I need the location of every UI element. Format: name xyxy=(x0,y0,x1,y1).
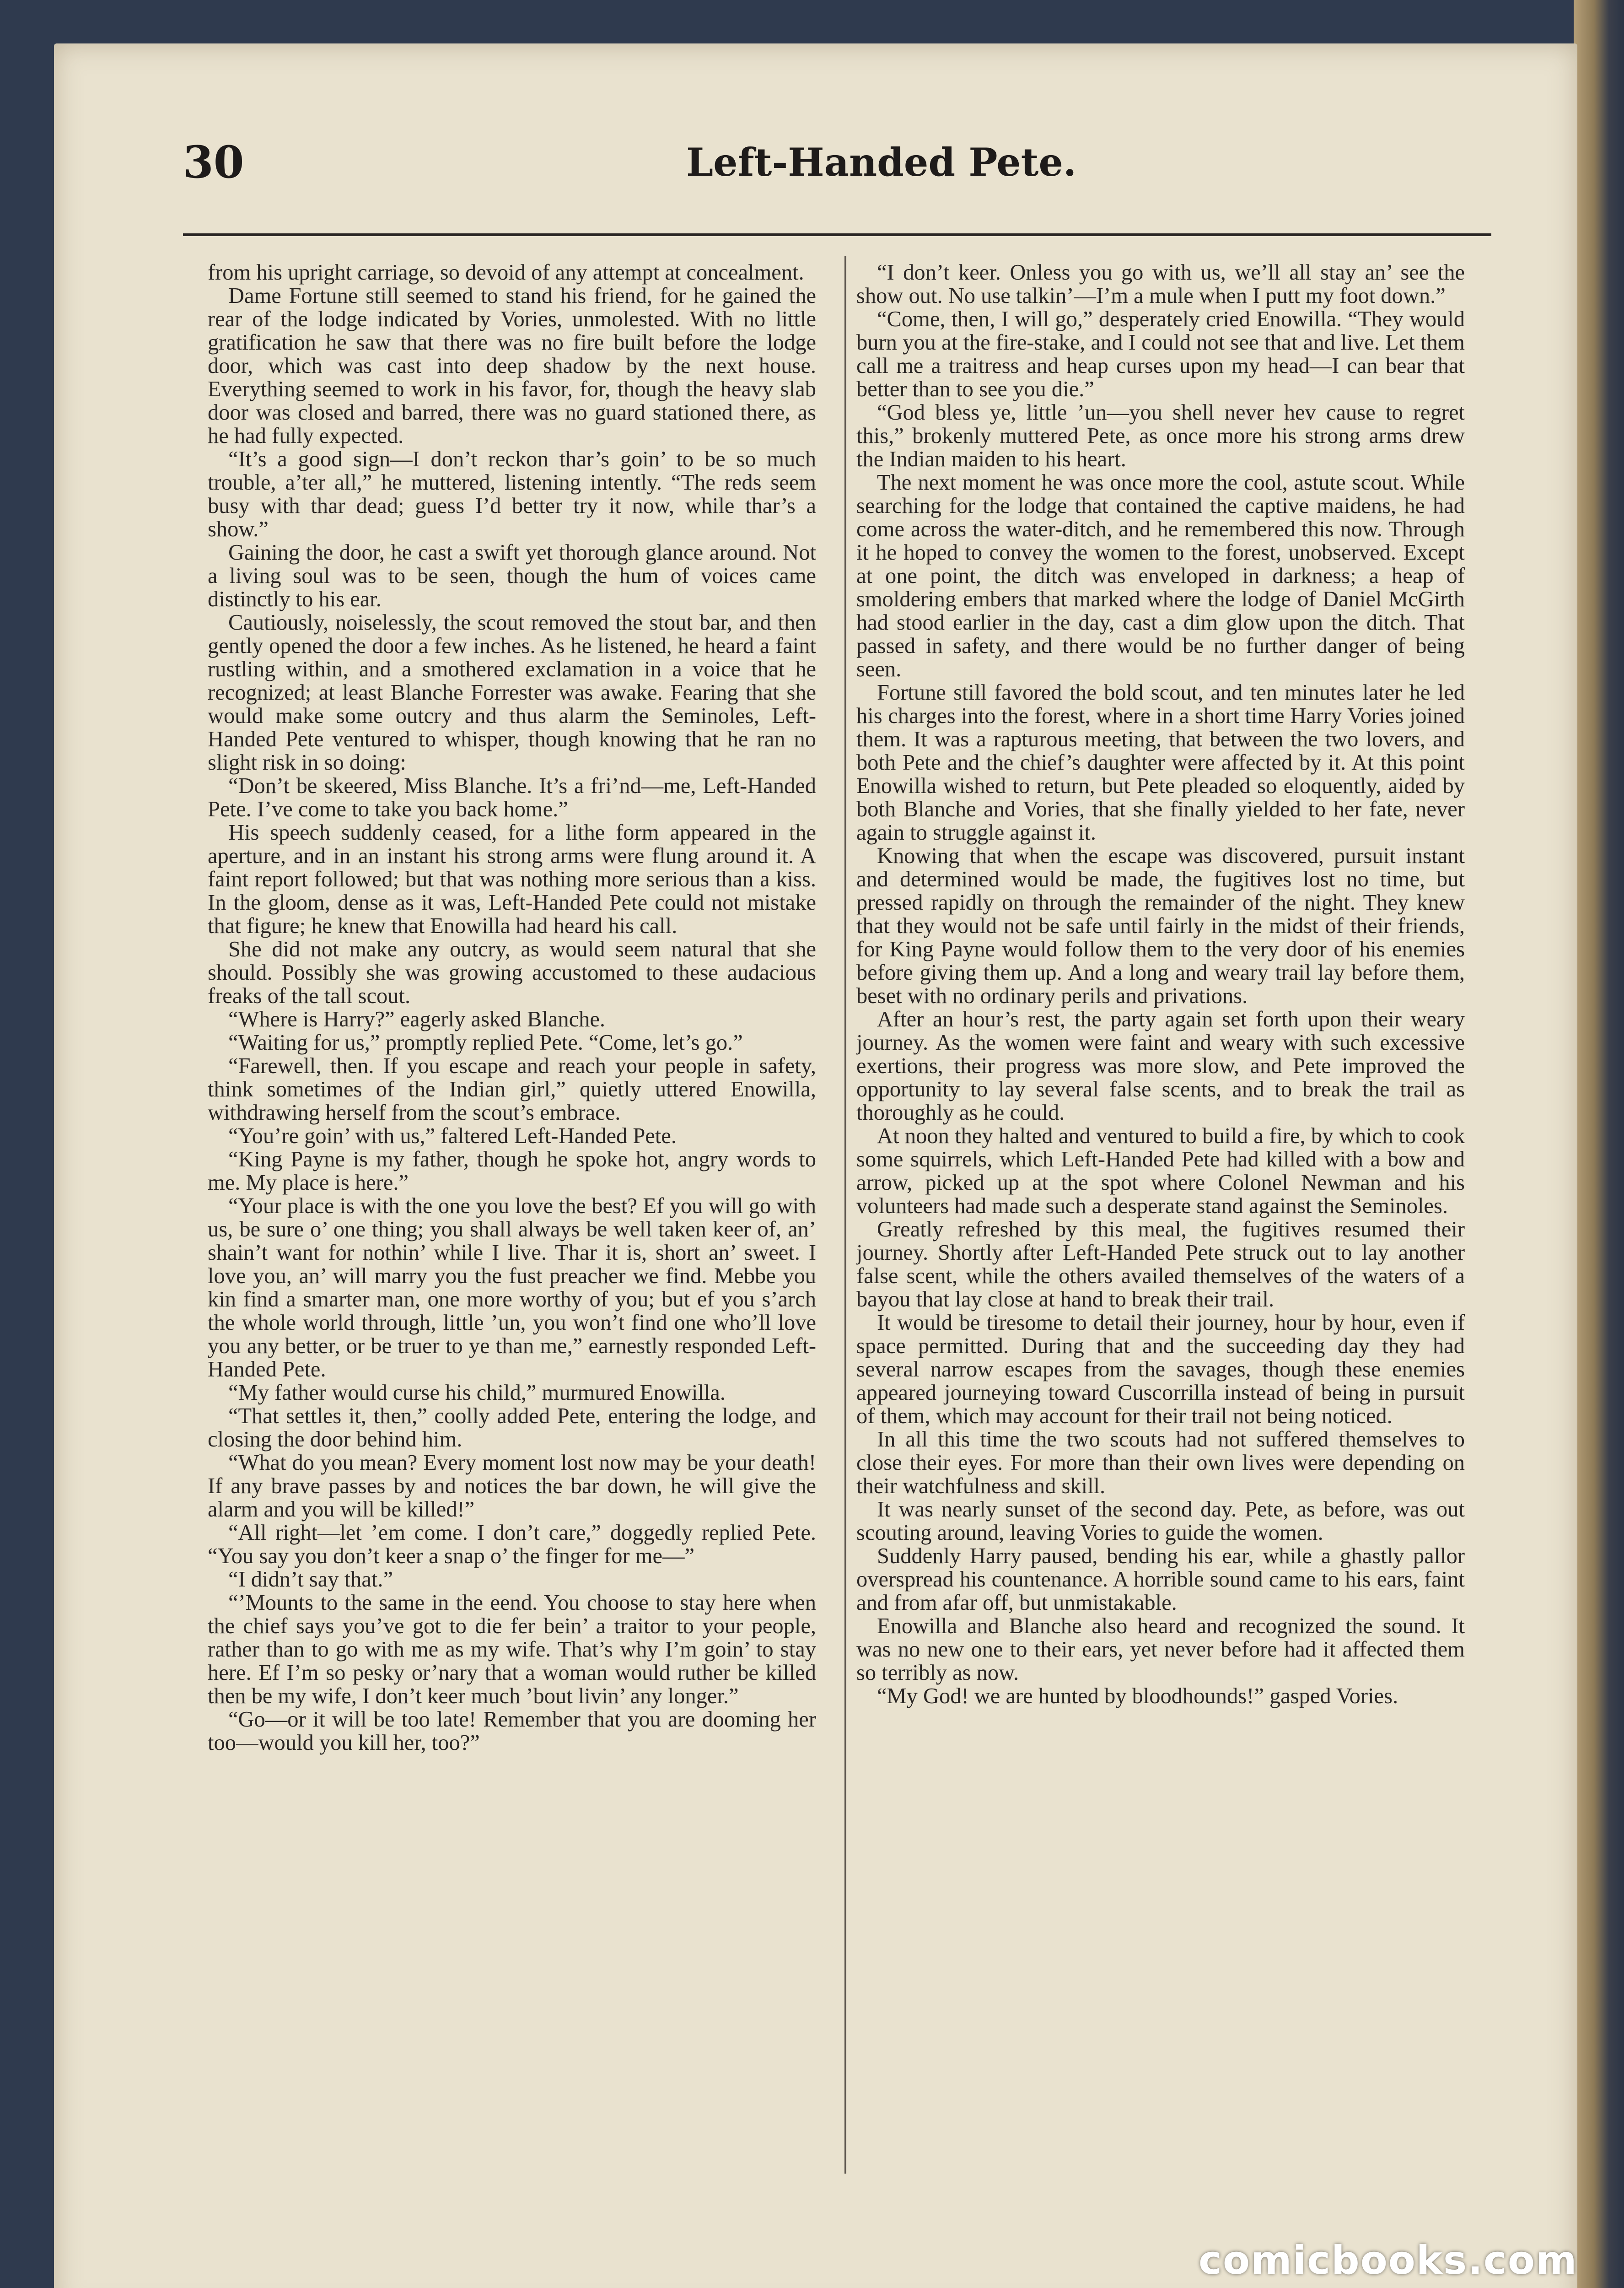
paragraph: “All right—let ’em come. I don’t care,” doggedly replied Pete. “You say you don’t keer a snap o’ the finger for me—” xyxy=(208,1521,816,1568)
paragraph: “It’s a good sign—I don’t reckon thar’s goin’ to be so much trouble, a’ter all,” he muttered, listening intently. “The reds seem busy with thar dead; guess I’d better try it now, while thar’s a show.” xyxy=(208,447,816,541)
paragraph: “Come, then, I will go,” desperately cried Enowilla. “They would burn you at the fire-stake, and I could not see that and live. Let them call me a traitress and heap curses upon my head—I can bear that better than to see you die.” xyxy=(856,307,1465,401)
paragraph: “My father would curse his child,” murmured Enowilla. xyxy=(228,1381,726,1405)
column-divider xyxy=(844,256,846,2174)
paragraph: Gaining the door, he cast a swift yet thorough glance around. Not a living soul was to be seen, though the hum of voices came distinctly to his ear. xyxy=(208,540,816,611)
paragraph: “’Mounts to the same in the eend. You choose to stay here when the chief says you’ve got to die fer bein’ a traitor to your people, rather than to go with me as my wife. That’s why I’m goin’ to stay here. Ef I’m so pesky or’nary that a woman would ruther be killed then be my wife, I don’t keer much ’bout livin’ any longer.” xyxy=(208,1591,816,1708)
paragraph: At noon they halted and ventured to build a fire, by which to cook some squirrels, which Left-Handed Pete had killed with a bow and arrow, picked up at the spot where Colonel Newman and his volunteers had made such a desperate stand against the Seminoles. xyxy=(856,1124,1465,1218)
paragraph: “King Payne is my father, though he spoke hot, angry words to me. My place is here.” xyxy=(208,1147,816,1195)
paragraph: “I didn’t say that.” xyxy=(228,1567,393,1592)
paragraph: “Waiting for us,” promptly replied Pete. “Come, let’s go.” xyxy=(228,1031,743,1055)
paragraph: “That settles it, then,” coolly added Pete, entering the lodge, and closing the door behind him. xyxy=(208,1404,816,1452)
paragraph: from his upright carriage, so devoid of any attempt at concealment. xyxy=(208,261,804,285)
right-column xyxy=(856,261,1465,2164)
paragraph: “Farewell, then. If you escape and reach your people in safety, think sometimes of the Indian girl,” quietly uttered Enowilla, withdrawing herself from the scout’s embrace. xyxy=(208,1054,816,1125)
paragraph: His speech suddenly ceased, for a lithe form appeared in the aperture, and in an instant his strong arms were flung around it. A faint report followed; but that was nothing more serious than a kiss. In the gloom, dense as it was, Left-Handed Pete could not mistake that figure; he knew that Enowilla had heard his call. xyxy=(208,820,816,938)
paragraph: Suddenly Harry paused, bending his ear, while a ghastly pallor overspread his countenance. A horrible sound came to his ears, faint and from afar off, but unmistakable. xyxy=(856,1544,1465,1615)
paragraph: Cautiously, noiselessly, the scout removed the stout bar, and then gently opened the door a few inches. As he listened, he heard a faint rustling within, and a smothered exclamation in a voice that he recognized; at least Blanche Forrester was awake. Fearing that she would make some outcry and thus alarm the Seminoles, Left-Handed Pete ventured to whisper, though knowing that he ran no slight risk in so doing: xyxy=(208,610,816,775)
paragraph: “Go—or it will be too late! Remember that you are dooming her too—would you kill her, too?” xyxy=(208,1707,816,1755)
paragraph: “Don’t be skeered, Miss Blanche. It’s a fri’nd—me, Left-Handed Pete. I’ve come to take you back home.” xyxy=(208,774,816,821)
paragraph: “Where is Harry?” eagerly asked Blanche. xyxy=(228,1007,606,1031)
page-header xyxy=(183,128,1491,236)
paragraph: Knowing that when the escape was discovered, pursuit instant and determined would be made, the fugitives lost no time, but pressed rapidly on through the remainder of the night. They knew that they would not be safe until fairly in the midst of their friends, for King Payne would follow them to the very door of his enemies before giving them up. And a long and weary trail lay before them, beset with no ordinary perils and privations. xyxy=(856,844,1465,1008)
paragraph: Greatly refreshed by this meal, the fugitives resumed their journey. Shortly after Left-Handed Pete struck out to lay another false scent, while the others availed themselves of the waters of a bayou that lay close at hand to break their trail. xyxy=(856,1217,1465,1311)
paragraph: The next moment he was once more the cool, astute scout. While searching for the lodge that contained the captive maidens, he had come across the water-ditch, and he remembered this now. Through it he hoped to convey the women to the forest, unobserved. Except at one point, the ditch was enveloped in darkness; a heap of smoldering embers that marked where the lodge of Daniel McGirth had stood earlier in the day, cast a dim glow upon the ditch. That passed in safety, and there would be no further danger of being seen. xyxy=(856,470,1465,681)
paragraph: It would be tiresome to detail their journey, hour by hour, even if space permitted. During that and the succeeding day they had several narrow escapes from the savages, though these enemies appeared journeying toward Cuscorrilla instead of being in pursuit of them, which may account for their trail not being noticed. xyxy=(856,1311,1465,1428)
paragraph: After an hour’s rest, the party again set forth upon their weary journey. As the women were faint and weary with such excessive exertions, their progress was more slow, and Pete improved the opportunity to lay several false scents, and to break the trail as thoroughly as he could. xyxy=(856,1007,1465,1125)
running-title: Left-Handed Pete. xyxy=(686,140,1077,185)
paragraph: “Your place is with the one you love the best? Ef you will go with us, be sure o’ one thing; you shall always be well taken keer of, an’ shain’t want for nothin’ while I live. Thar it is, short an’ sweet. I love you, an’ will marry you the fust preacher we find. Mebbe you kin find a smarter man, one more worthy of you; but ef you s’arch the whole world through, little ’un, you won’t find one who’ll love you any better, or be truer to ye than me,” earnestly responded Left-Handed Pete. xyxy=(208,1194,816,1381)
paragraph: In all this time the two scouts had not suffered themselves to close their eyes. For more than their own lives were depending on their watchfulness and skill. xyxy=(856,1427,1465,1498)
paragraph: It was nearly sunset of the second day. Pete, as before, was out scouting around, leaving Vories to guide the women. xyxy=(856,1497,1465,1545)
page-number: 30 xyxy=(183,136,244,188)
paragraph: “My God! we are hunted by bloodhounds!” gasped Vories. xyxy=(877,1684,1398,1708)
paragraph: “What do you mean? Every moment lost now may be your death! If any brave passes by and notices the bar down, he will give the alarm and you will be killed!” xyxy=(208,1451,816,1522)
paragraph: Dame Fortune still seemed to stand his friend, for he gained the rear of the lodge indicated by Vories, unmolested. With no little gratification he saw that there was no fire built before the lodge door, which was cast into deep shadow by the next house. Everything seemed to work in his favor, for, though the heavy slab door was closed and barred, there was no guard stationed there, as he had fully expected. xyxy=(208,284,816,448)
paragraph: “God bless ye, little ’un—you shell never hev cause to regret this,” brokenly muttered Pete, as once more his strong arms drew the Indian maiden to his heart. xyxy=(856,400,1465,471)
paragraph: She did not make any outcry, as would seem natural that she should. Possibly she was growing accustomed to these audacious freaks of the tall scout. xyxy=(208,937,816,1008)
paragraph: “I don’t keer. Onless you go with us, we’ll all stay an’ see the show out. No use talkin’—I’m a mule when I putt my foot down.” xyxy=(856,261,1465,308)
watermark-text: comicbooks.com xyxy=(1199,2238,1578,2283)
paragraph: Enowilla and Blanche also heard and recognized the sound. It was no new one to their ears, yet never before had it affected them so terribly as now. xyxy=(856,1614,1465,1685)
paragraph: “You’re goin’ with us,” faltered Left-Handed Pete. xyxy=(228,1124,677,1148)
book-spine xyxy=(1574,0,1624,2288)
paragraph: Fortune still favored the bold scout, and ten minutes later he led his charges into the forest, where in a short time Harry Vories joined them. It was a rapturous meeting, that between the two lovers, and both Pete and the chief’s daughter were affected by it. At this point Enowilla wished to return, but Pete pleaded so eloquently, aided by both Blanche and Vories, that she finally yielded to her fate, never again to struggle against it. xyxy=(856,680,1465,845)
left-column xyxy=(208,261,816,2164)
